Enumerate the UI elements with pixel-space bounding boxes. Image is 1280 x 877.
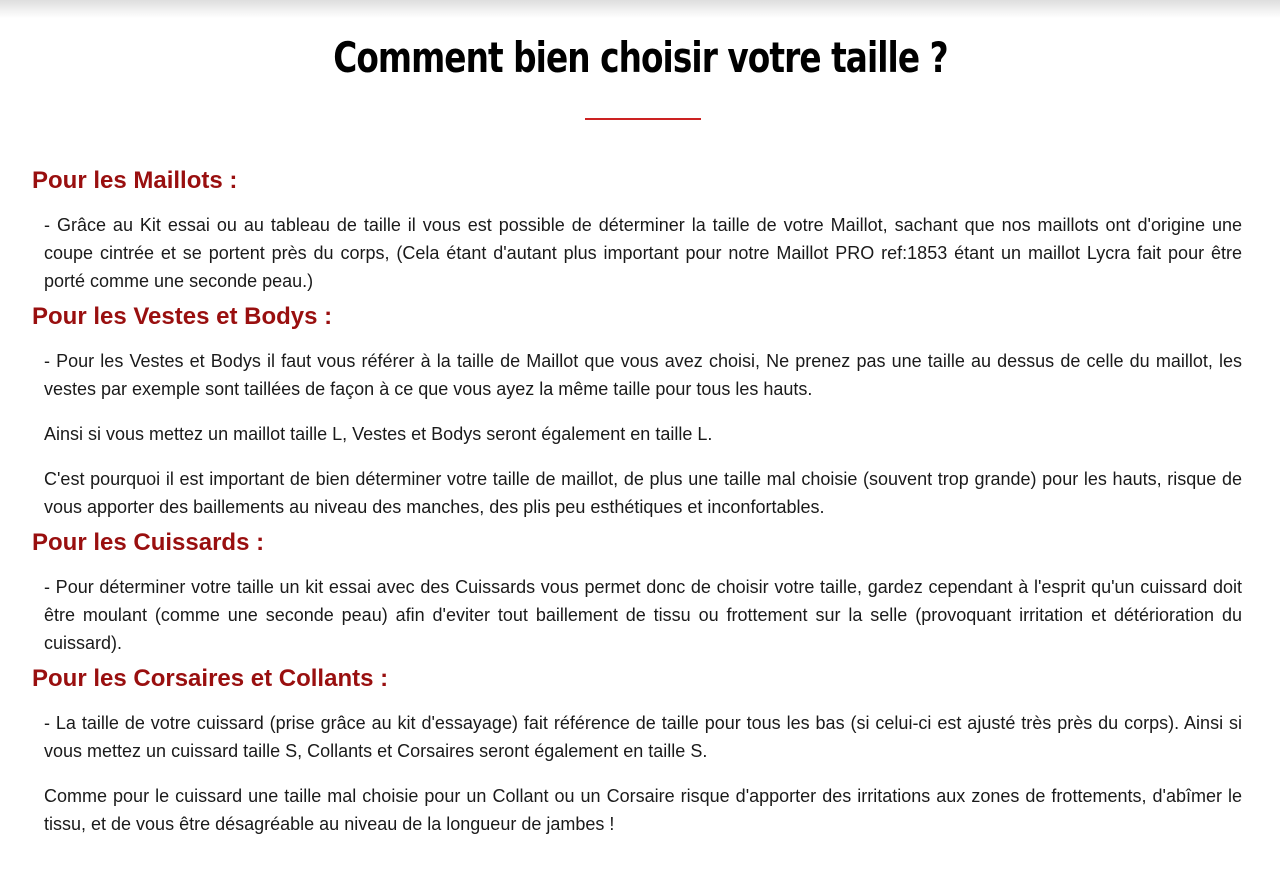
section-heading: Pour les Cuissards : (32, 529, 265, 556)
section-paragraph: - La taille de votre cuissard (prise grâce au kit d'essayage) fait référence de taille pour tous les bas (si celui-ci est ajusté très près du corps). Ainsi si vous mettez un cuissard taille S, Collants et Corsaires seront également en taille S. (44, 713, 1242, 761)
page-title: Comment bien choisir votre taille ? (333, 33, 948, 82)
title-divider (585, 118, 701, 120)
section-heading: Pour les Vestes et Bodys : (32, 303, 333, 330)
section-paragraph: - Pour déterminer votre taille un kit essai avec des Cuissards vous permet donc de choisir votre taille, gardez cependant à l'esprit qu'un cuissard doit être moulant (comme une seconde peau) afin d'eviter tout baillement de tissu ou frottement sur la selle (provoquant irritation et détérioration du cuissard). (44, 577, 1242, 653)
section-cuissards (0, 525, 1280, 657)
section-heading: Pour les Maillots : (32, 167, 238, 194)
section-paragraph: - Pour les Vestes et Bodys il faut vous référer à la taille de Maillot que vous avez choisi, Ne prenez pas une taille au dessus de celle du maillot, les vestes par exemple sont taillées de façon à ce que vous ayez la même taille pour tous les hauts. (44, 351, 1242, 399)
section-heading: Pour les Corsaires et Collants : (32, 665, 389, 692)
section-paragraph: Ainsi si vous mettez un maillot taille L, Vestes et Bodys seront également en taille L. (44, 424, 713, 444)
section-vestes-bodys (0, 299, 1280, 521)
section-paragraph: - Grâce au Kit essai ou au tableau de taille il vous est possible de déterminer la taille de votre Maillot, sachant que nos maillots ont d'origine une coupe cintrée et se portent près du corps, (Cela étant d'autant plus important pour notre Maillot PRO ref:1853 étant un maillot Lycra fait pour être porté comme une seconde peau.) (44, 215, 1242, 291)
section-maillots (0, 163, 1280, 295)
section-corsaires-collants (0, 661, 1280, 838)
section-paragraph: C'est pourquoi il est important de bien déterminer votre taille de maillot, de plus une taille mal choisie (souvent trop grande) pour les hauts, risque de vous apporter des baillements au niveau des manches, des plis peu esthétiques et inconfortables. (44, 469, 1242, 517)
header-shadow (0, 0, 1280, 18)
section-paragraph: Comme pour le cuissard une taille mal choisie pour un Collant ou un Corsaire risque d'apporter des irritations aux zones de frottements, d'abîmer le tissu, et de vous être désagréable au niveau de la longueur de jambes ! (44, 786, 1242, 834)
size-guide-content (0, 163, 1280, 838)
